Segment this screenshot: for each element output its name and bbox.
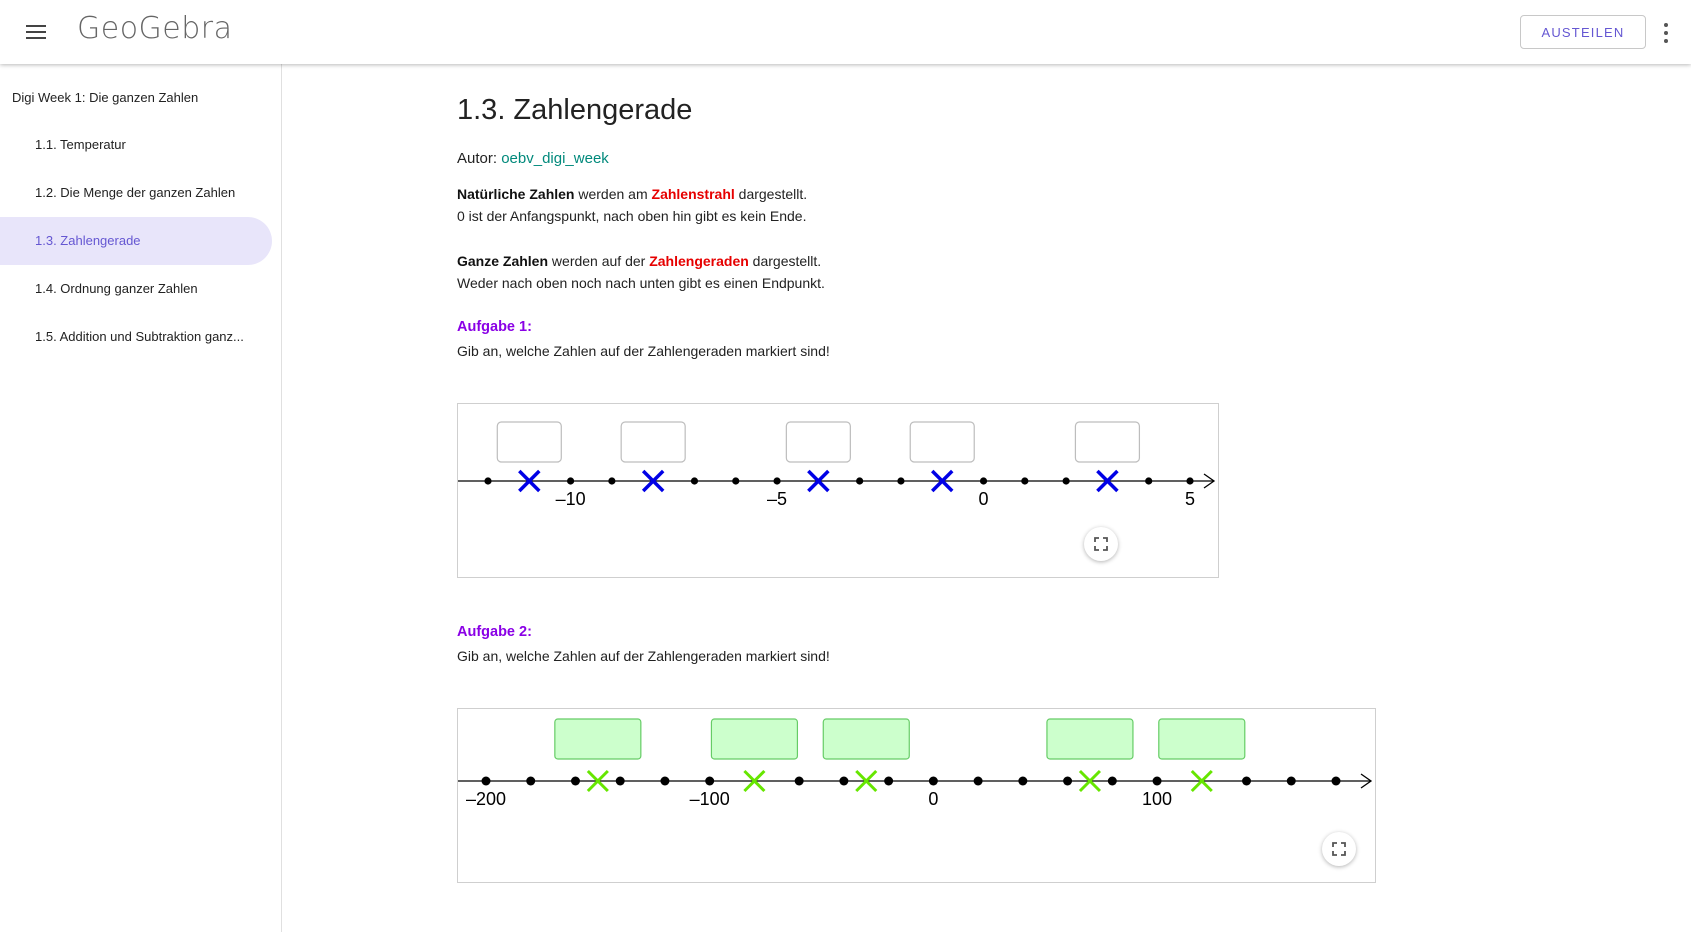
p2-text-2: dargestellt. — [748, 253, 822, 269]
tick-dot — [1021, 477, 1028, 484]
p1-text-1: werden am — [574, 186, 652, 202]
toc-item-menge-ganze-zahlen[interactable]: 1.2. Die Menge der ganzen Zahlen — [35, 185, 236, 200]
toc-item-addition-subtraktion[interactable]: 1.5. Addition und Subtraktion ganz... — [35, 329, 244, 344]
geogebra-applet-1[interactable] — [457, 403, 1219, 578]
author-link[interactable]: oebv_digi_week — [501, 150, 609, 167]
tick-dot — [484, 477, 491, 484]
tick-dot — [616, 777, 625, 786]
p2-line-2: Weder nach oben noch nach unten gibt es einen Endpunkt. — [457, 275, 825, 291]
tick-dot — [691, 477, 698, 484]
geogebra-logo[interactable]: GeoGebra — [77, 11, 233, 46]
tick-dot — [1332, 777, 1341, 786]
toc-item-ordnung[interactable]: 1.4. Ordnung ganzer Zahlen — [35, 281, 198, 296]
p1-line-2: 0 ist der Anfangspunkt, nach oben hin gibt es kein Ende. — [457, 208, 807, 224]
task2-title: Aufgabe 2: — [457, 624, 532, 640]
paragraph-natuerliche-zahlen — [457, 183, 807, 227]
fullscreen-button-2[interactable] — [1322, 832, 1356, 866]
bold-natuerliche-zahlen: Natürliche Zahlen — [457, 186, 575, 202]
p2-text-1: werden auf der — [548, 253, 650, 269]
tick-dot — [1063, 777, 1072, 786]
tick-label: –10 — [555, 489, 586, 509]
tick-dot — [1108, 777, 1117, 786]
more-vert-icon[interactable] — [1656, 20, 1676, 46]
tick-dot — [1287, 777, 1296, 786]
tick-dot — [660, 777, 669, 786]
bold-ganze-zahlen: Ganze Zahlen — [457, 253, 549, 269]
paragraph-ganze-zahlen — [457, 250, 825, 294]
tick-label: 0 — [928, 789, 939, 809]
p1-text-2: dargestellt. — [734, 186, 808, 202]
tick-dot — [1063, 477, 1070, 484]
tick-label: –100 — [689, 789, 730, 809]
author-line — [457, 150, 609, 167]
toc-item-zahlengerade[interactable]: 1.3. Zahlengerade — [0, 217, 272, 265]
answer-input-box[interactable] — [1159, 719, 1245, 759]
answer-input-box[interactable] — [910, 422, 974, 462]
fullscreen-icon — [1084, 527, 1118, 561]
tick-label: 5 — [1184, 489, 1196, 509]
task1-text: Gib an, welche Zahlen auf der Zahlengeraden markiert sind! — [457, 343, 830, 359]
answer-input-box[interactable] — [786, 422, 850, 462]
share-button[interactable]: AUSTEILEN — [1520, 15, 1646, 49]
tick-dot — [732, 477, 739, 484]
tick-dot — [567, 477, 574, 484]
task2-text: Gib an, welche Zahlen auf der Zahlengeraden markiert sind! — [457, 648, 830, 664]
top-app-bar — [0, 0, 1691, 64]
author-label: Autor: — [457, 150, 498, 167]
tick-label: –5 — [767, 489, 788, 509]
tick-label: 100 — [1142, 789, 1173, 809]
answer-input-box[interactable] — [621, 422, 685, 462]
tick-dot — [856, 477, 863, 484]
red-zahlengeraden: Zahlengeraden — [649, 253, 749, 269]
number-line-2 — [458, 709, 1375, 882]
tick-label: 0 — [978, 489, 989, 509]
tick-dot — [571, 777, 580, 786]
book-title[interactable]: Digi Week 1: Die ganzen Zahlen — [12, 90, 199, 105]
page-title: 1.3. Zahlengerade — [457, 94, 693, 126]
answer-input-box[interactable] — [711, 719, 797, 759]
answer-input-box[interactable] — [555, 719, 641, 759]
fullscreen-button-1[interactable] — [1084, 527, 1118, 561]
tick-dot — [974, 777, 983, 786]
hamburger-menu-icon[interactable] — [20, 18, 50, 46]
answer-input-box[interactable] — [497, 422, 561, 462]
tick-dot — [1018, 777, 1027, 786]
tick-dot — [1186, 477, 1193, 484]
tick-dot — [705, 777, 714, 786]
tick-dot — [526, 777, 535, 786]
book-toc-sidebar — [0, 64, 282, 932]
tick-dot — [1153, 777, 1162, 786]
tick-dot — [839, 777, 848, 786]
answer-input-box[interactable] — [1047, 719, 1133, 759]
geogebra-applet-2[interactable] — [457, 708, 1376, 883]
fullscreen-icon — [1322, 832, 1356, 866]
tick-dot — [608, 477, 615, 484]
tick-dot — [929, 777, 938, 786]
tick-dot — [897, 477, 904, 484]
toc-item-temperatur[interactable]: 1.1. Temperatur — [35, 137, 126, 152]
task1-title: Aufgabe 1: — [457, 319, 532, 335]
tick-dot — [795, 777, 804, 786]
answer-input-box[interactable] — [823, 719, 909, 759]
tick-dot — [980, 477, 987, 484]
red-zahlenstrahl: Zahlenstrahl — [651, 186, 735, 202]
answer-input-box[interactable] — [1075, 422, 1139, 462]
tick-dot — [1242, 777, 1251, 786]
tick-dot — [884, 777, 893, 786]
tick-dot — [482, 777, 491, 786]
tick-label: –200 — [465, 789, 507, 809]
tick-dot — [1145, 477, 1152, 484]
tick-dot — [773, 477, 780, 484]
